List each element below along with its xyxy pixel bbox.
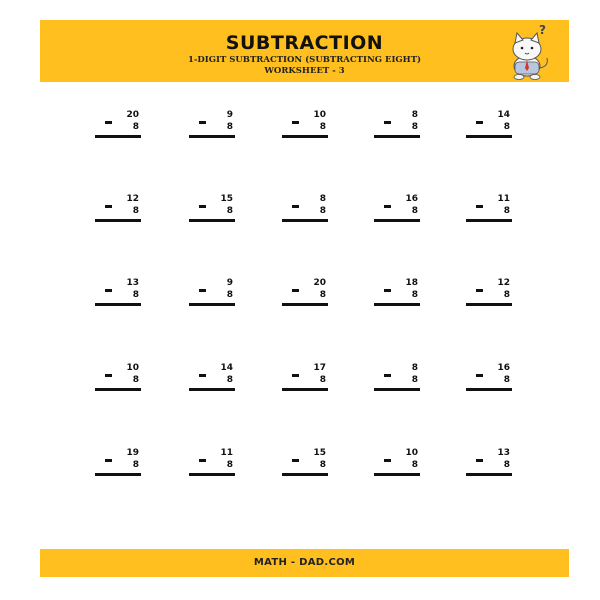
answer-line xyxy=(189,473,235,476)
subtrahend: 8 xyxy=(226,122,233,132)
minuend: 10 xyxy=(126,363,139,373)
answer-line xyxy=(282,219,328,222)
subtraction-problem xyxy=(95,278,141,310)
answer-line xyxy=(95,388,141,391)
minuend: 16 xyxy=(497,363,510,373)
minuend: 8 xyxy=(411,110,418,120)
subtrahend: 8 xyxy=(132,122,139,132)
subtrahend: 8 xyxy=(411,460,418,470)
minus-sign-icon xyxy=(384,289,391,292)
answer-line xyxy=(374,135,420,138)
subtraction-problem xyxy=(189,194,235,226)
minus-sign-icon xyxy=(292,121,299,124)
worksheet-title: SUBTRACTION xyxy=(225,32,384,54)
subtraction-problem xyxy=(374,363,420,395)
minuend: 11 xyxy=(220,448,233,458)
svg-text:?: ? xyxy=(539,23,546,37)
subtraction-problem xyxy=(466,363,512,395)
minus-sign-icon xyxy=(384,459,391,462)
answer-line xyxy=(466,388,512,391)
subtraction-problem xyxy=(95,363,141,395)
footer-site-label: MATH - DAD.COM xyxy=(253,557,356,568)
answer-line xyxy=(189,388,235,391)
minus-sign-icon xyxy=(105,374,112,377)
subtraction-problem xyxy=(374,448,420,480)
answer-line xyxy=(282,135,328,138)
subtrahend: 8 xyxy=(411,290,418,300)
subtraction-problem xyxy=(189,363,235,395)
minus-sign-icon xyxy=(476,121,483,124)
worksheet-subtitle: 1-DIGIT SUBTRACTION (SUBTRACTING EIGHT) xyxy=(187,55,422,65)
subtraction-problem xyxy=(282,363,328,395)
subtrahend: 8 xyxy=(503,290,510,300)
answer-line xyxy=(95,303,141,306)
subtraction-problem xyxy=(282,278,328,310)
minuend: 19 xyxy=(126,448,139,458)
minuend: 8 xyxy=(411,363,418,373)
subtraction-problem xyxy=(466,448,512,480)
minuend: 12 xyxy=(497,278,510,288)
subtrahend: 8 xyxy=(132,375,139,385)
minus-sign-icon xyxy=(199,289,206,292)
subtrahend: 8 xyxy=(411,122,418,132)
footer-band xyxy=(40,549,569,577)
answer-line xyxy=(189,219,235,222)
minuend: 15 xyxy=(313,448,326,458)
minuend: 14 xyxy=(220,363,233,373)
subtraction-problem xyxy=(282,448,328,480)
minuend: 9 xyxy=(226,110,233,120)
minuend: 11 xyxy=(497,194,510,204)
subtrahend: 8 xyxy=(503,206,510,216)
subtrahend: 8 xyxy=(503,375,510,385)
answer-line xyxy=(189,135,235,138)
minuend: 13 xyxy=(497,448,510,458)
minuend: 8 xyxy=(319,194,326,204)
minus-sign-icon xyxy=(476,289,483,292)
subtraction-problem xyxy=(466,194,512,226)
subtrahend: 8 xyxy=(226,206,233,216)
minuend: 20 xyxy=(126,110,139,120)
subtraction-problem xyxy=(282,194,328,226)
subtrahend: 8 xyxy=(132,206,139,216)
subtraction-problem xyxy=(374,110,420,142)
minus-sign-icon xyxy=(105,459,112,462)
minus-sign-icon xyxy=(199,459,206,462)
minus-sign-icon xyxy=(384,121,391,124)
subtraction-problem xyxy=(189,278,235,310)
minuend: 12 xyxy=(126,194,139,204)
subtrahend: 8 xyxy=(503,122,510,132)
answer-line xyxy=(466,219,512,222)
answer-line xyxy=(374,388,420,391)
subtraction-problem xyxy=(466,110,512,142)
subtrahend: 8 xyxy=(319,290,326,300)
answer-line xyxy=(282,303,328,306)
minus-sign-icon xyxy=(199,121,206,124)
minus-sign-icon xyxy=(292,459,299,462)
subtraction-problem xyxy=(282,110,328,142)
subtrahend: 8 xyxy=(319,460,326,470)
minus-sign-icon xyxy=(292,205,299,208)
answer-line xyxy=(282,388,328,391)
minuend: 16 xyxy=(405,194,418,204)
subtrahend: 8 xyxy=(132,290,139,300)
minuend: 20 xyxy=(313,278,326,288)
answer-line xyxy=(374,473,420,476)
subtrahend: 8 xyxy=(411,206,418,216)
subtraction-problem xyxy=(189,110,235,142)
subtrahend: 8 xyxy=(132,460,139,470)
worksheet-number: WORKSHEET - 3 xyxy=(264,66,345,76)
subtrahend: 8 xyxy=(226,290,233,300)
subtraction-problem xyxy=(374,194,420,226)
subtraction-problem xyxy=(189,448,235,480)
minuend: 17 xyxy=(313,363,326,373)
subtraction-problem xyxy=(95,194,141,226)
minus-sign-icon xyxy=(199,205,206,208)
subtrahend: 8 xyxy=(319,375,326,385)
answer-line xyxy=(374,219,420,222)
subtrahend: 8 xyxy=(411,375,418,385)
subtraction-problem xyxy=(374,278,420,310)
answer-line xyxy=(95,473,141,476)
subtrahend: 8 xyxy=(319,206,326,216)
minus-sign-icon xyxy=(105,289,112,292)
minus-sign-icon xyxy=(105,121,112,124)
subtrahend: 8 xyxy=(226,375,233,385)
minuend: 13 xyxy=(126,278,139,288)
answer-line xyxy=(374,303,420,306)
answer-line xyxy=(189,303,235,306)
subtraction-problem xyxy=(95,448,141,480)
minus-sign-icon xyxy=(199,374,206,377)
minus-sign-icon xyxy=(384,374,391,377)
minuend: 15 xyxy=(220,194,233,204)
minus-sign-icon xyxy=(476,459,483,462)
answer-line xyxy=(466,303,512,306)
minus-sign-icon xyxy=(292,289,299,292)
answer-line xyxy=(95,219,141,222)
minus-sign-icon xyxy=(476,205,483,208)
subtraction-problem xyxy=(95,110,141,142)
minuend: 10 xyxy=(313,110,326,120)
minus-sign-icon xyxy=(105,205,112,208)
answer-line xyxy=(95,135,141,138)
answer-line xyxy=(282,473,328,476)
subtrahend: 8 xyxy=(503,460,510,470)
minuend: 18 xyxy=(405,278,418,288)
minus-sign-icon xyxy=(292,374,299,377)
subtrahend: 8 xyxy=(226,460,233,470)
minuend: 14 xyxy=(497,110,510,120)
minus-sign-icon xyxy=(384,205,391,208)
minuend: 10 xyxy=(405,448,418,458)
answer-line xyxy=(466,135,512,138)
subtraction-problem xyxy=(466,278,512,310)
subtrahend: 8 xyxy=(319,122,326,132)
answer-line xyxy=(466,473,512,476)
minus-sign-icon xyxy=(476,374,483,377)
minuend: 9 xyxy=(226,278,233,288)
